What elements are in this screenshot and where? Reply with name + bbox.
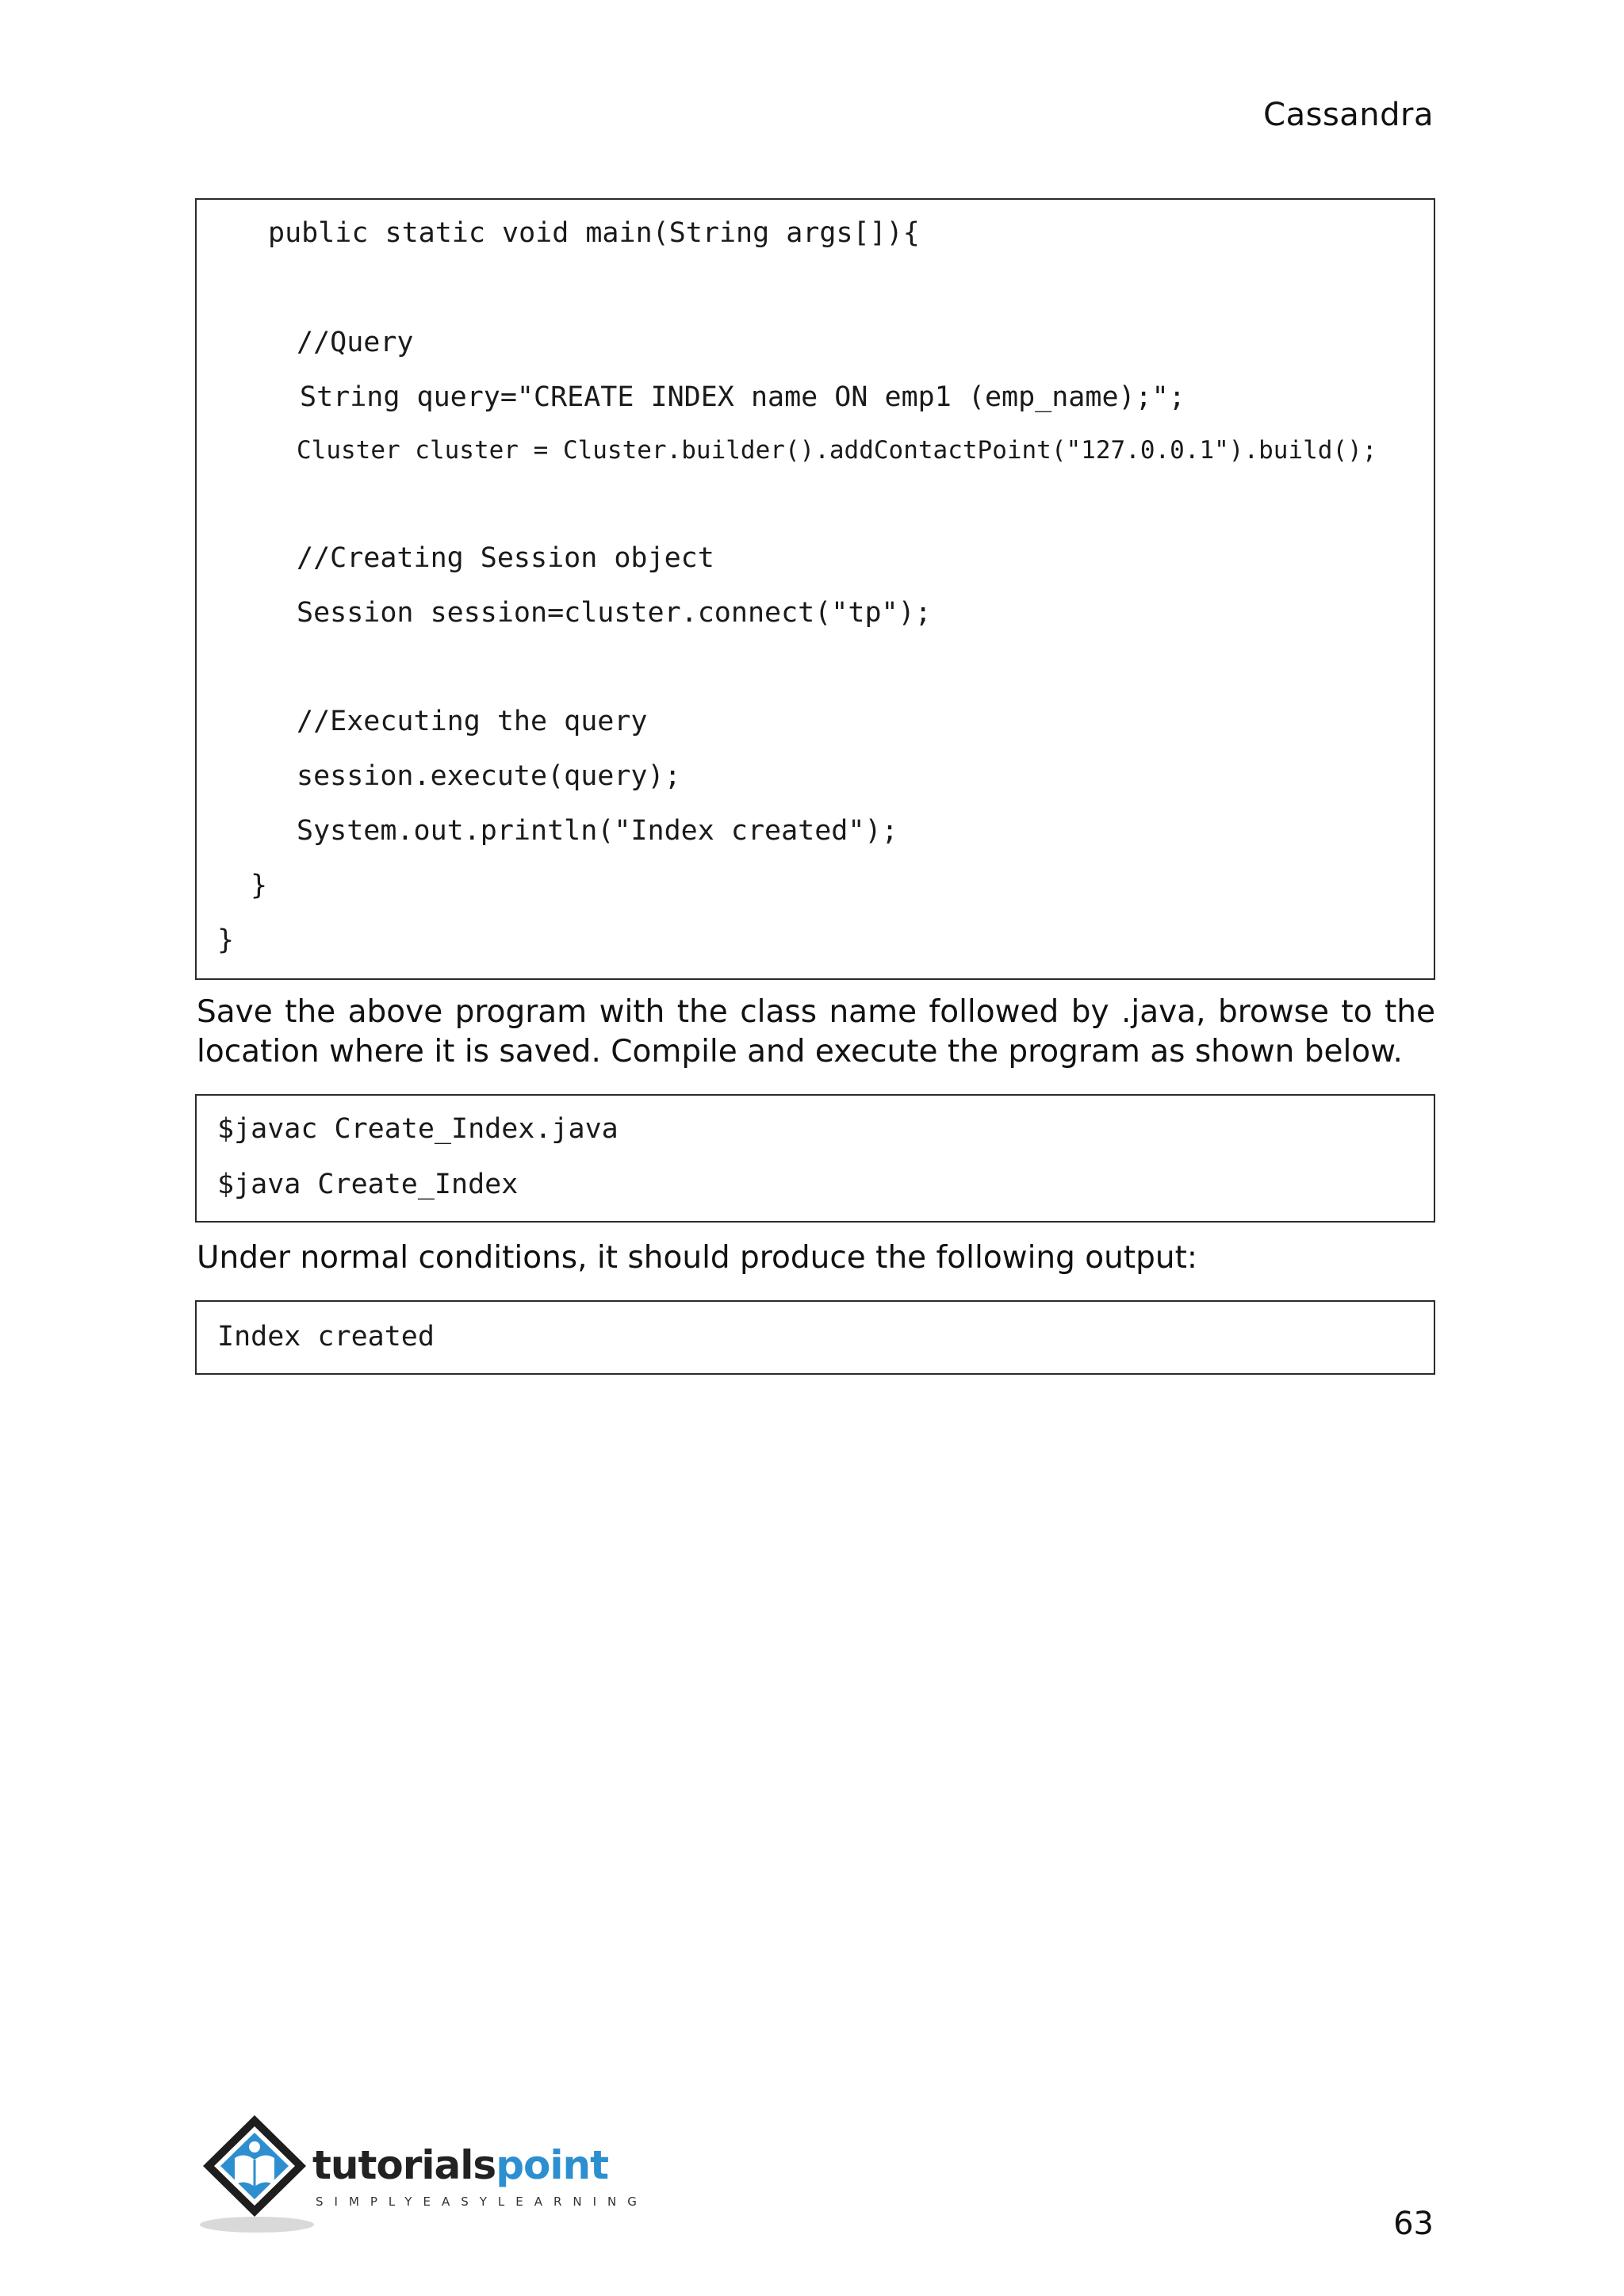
code-block-output — [195, 1300, 1435, 1375]
logo-wordmark: tutorialspoint — [312, 2142, 608, 2188]
code-line: public static void main(String args[]){ — [268, 217, 920, 249]
logo-tagline: SIMPLYEASYLEARNING — [316, 2195, 648, 2209]
body-paragraph: Under normal conditions, it should produce the following output: — [197, 1240, 1198, 1276]
code-line: session.execute(query); — [297, 760, 681, 792]
code-line: String query="CREATE INDEX name ON emp1 (emp_name);"; — [300, 381, 1185, 413]
code-block-main — [195, 198, 1435, 980]
logo-diamond-icon — [195, 2109, 314, 2236]
code-line: System.out.println("Index created"); — [297, 815, 898, 847]
code-line: Index created — [217, 1321, 435, 1353]
running-header: Cassandra — [1263, 97, 1434, 133]
code-line: //Executing the query — [297, 706, 648, 737]
body-paragraph: Save the above program with the class name followed by .java, browse to the location where it is saved. Compile and execute the program as shown below. — [197, 994, 1435, 1070]
code-line: $javac Create_Index.java — [217, 1113, 619, 1145]
code-line: $java Create_Index — [217, 1169, 519, 1200]
code-block-compile — [195, 1094, 1435, 1223]
code-line: Session session=cluster.connect("tp"); — [297, 597, 932, 629]
code-line: } — [217, 924, 235, 956]
code-line: Cluster cluster = Cluster.builder().addContactPoint("127.0.0.1").build(); — [297, 436, 1377, 465]
code-line: //Creating Session object — [297, 542, 714, 574]
code-line: //Query — [297, 327, 414, 358]
tutorialspoint-logo — [195, 2109, 648, 2236]
page-number: 63 — [1393, 2206, 1434, 2242]
code-line: } — [251, 870, 268, 901]
